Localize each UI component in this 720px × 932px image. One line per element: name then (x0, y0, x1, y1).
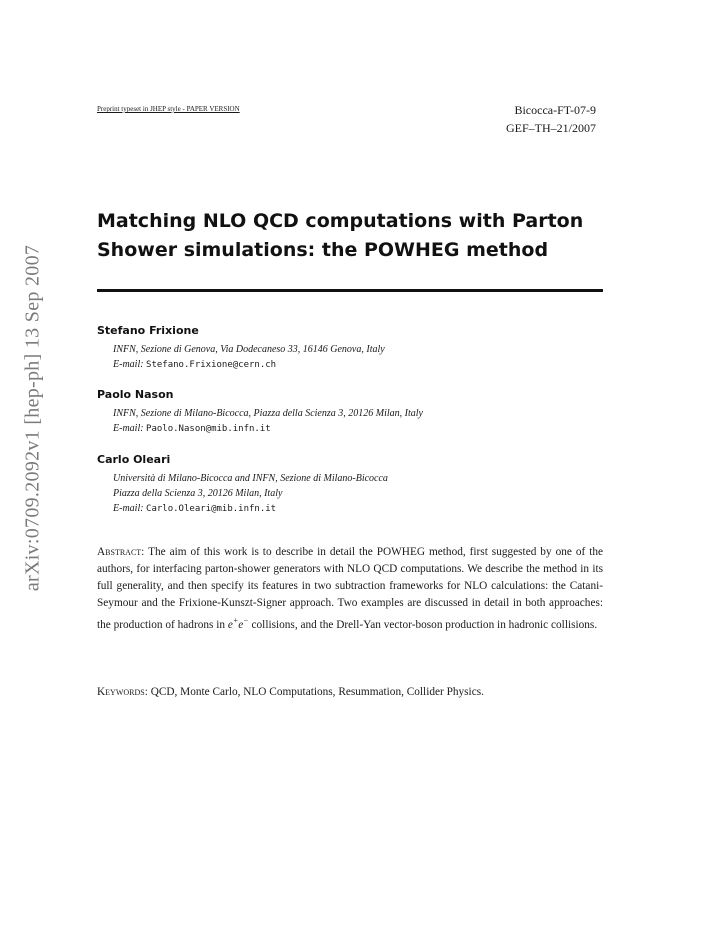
author-block (97, 388, 617, 437)
paper-title (97, 207, 607, 265)
abstract (97, 544, 603, 634)
title-line: Shower simulations: the POWHEG method (97, 239, 549, 261)
abstract-text: The aim of this work is to describe in detail the POWHEG method, first suggested by one of the authors, for interfacing parton-shower generators with NLO QCD computations. We describe the method in its full generality, and then specify its features in two subtraction frameworks for NLO calculations: the Catani-Seymour and the Frixione-Kunszt-Signer approach. Two examples are discussed in detail in both approaches: the production of hadrons in (97, 546, 604, 631)
arxiv-identifier: arXiv:0709.2092v1 [hep-ph] 13 Sep 2007 (21, 244, 44, 592)
keywords-text: QCD, Monte Carlo, NLO Computations, Resummation, Collider Physics. (150, 686, 484, 698)
author-name: Paolo Nason (97, 388, 174, 401)
author-affiliation: Piazza della Scienza 3, 20126 Milan, Italy (113, 488, 283, 499)
report-id: GEF–TH–21/2007 (506, 121, 596, 135)
math-epem: e+e− (227, 616, 249, 631)
abstract-label: Abstract: (97, 546, 145, 558)
title-line: Matching NLO QCD computations with Parton (97, 210, 584, 232)
email-address[interactable]: Carlo.Oleari@mib.infn.it (146, 504, 277, 514)
author-block (97, 324, 617, 373)
report-ids (506, 101, 596, 137)
email-label: E-mail: (113, 423, 144, 434)
email-label: E-mail: (113, 359, 144, 370)
email-label: E-mail: (113, 503, 144, 514)
keywords-label: Keywords: (97, 686, 148, 698)
author-block (97, 453, 617, 517)
author-email (113, 421, 617, 437)
author-email (113, 501, 617, 517)
author-name: Stefano Frixione (97, 324, 199, 337)
author-name: Carlo Oleari (97, 453, 171, 466)
author-affiliation: INFN, Sezione di Genova, Via Dodecaneso 33, 16146 Genova, Italy (113, 344, 385, 355)
report-id: Bicocca-FT-07-9 (514, 103, 596, 117)
email-address[interactable]: Paolo.Nason@mib.infn.it (146, 424, 271, 434)
arxiv-side-stamp (18, 228, 48, 608)
author-email (113, 357, 617, 373)
title-rule (97, 289, 603, 292)
preprint-note: Preprint typeset in JHEP style - PAPER VERSION (97, 105, 240, 113)
email-address[interactable]: Stefano.Frixione@cern.ch (146, 360, 277, 370)
keywords (97, 684, 603, 701)
abstract-text-end: collisions, and the Drell-Yan vector-boson production in hadronic collisions. (248, 618, 598, 631)
author-affiliation: INFN, Sezione di Milano-Bicocca, Piazza della Scienza 3, 20126 Milan, Italy (113, 408, 423, 419)
author-affiliation: Università di Milano-Bicocca and INFN, Sezione di Milano-Bicocca (113, 473, 388, 484)
